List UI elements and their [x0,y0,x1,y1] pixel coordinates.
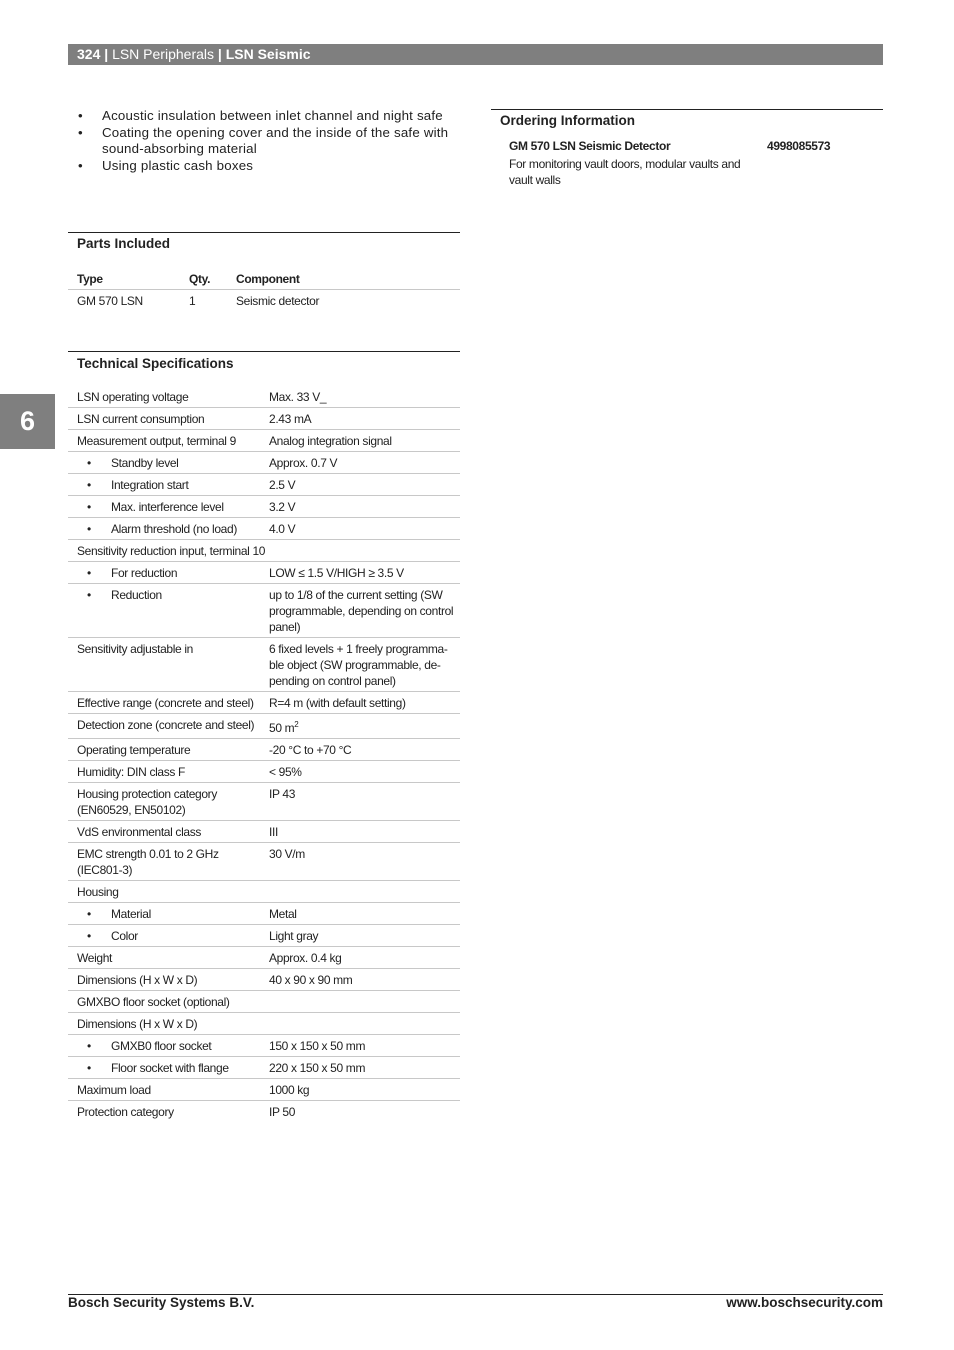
footer-company: Bosch Security Systems B.V. [68,1295,255,1310]
cell-type: GM 570 LSN [77,294,143,308]
cell-component: Seismic detector [236,294,320,308]
spec-label: Integration start [111,478,189,492]
table-row [68,1013,460,1035]
spec-label: Material [111,907,151,921]
spec-value: 2.43 mA [260,408,460,430]
bullet-item: • Acoustic insulation between inlet channel and night safe [76,108,456,125]
spec-label: Alarm threshold (no load) [111,522,237,536]
spec-value: R=4 m (with default setting) [260,692,460,714]
spec-label: Housing protection category (EN60529, EN50102) [68,783,260,821]
spec-label: Sensitivity reduction input, terminal 10 [68,540,460,562]
bullet-icon: • [87,1061,91,1075]
spec-sublabel [68,496,260,518]
table-row [68,408,460,430]
spec-value-cell [260,714,460,739]
spec-label: For reduction [111,566,178,580]
spec-value: IP 43 [260,783,460,821]
technical-specifications-title: Technical Specifications [77,356,234,371]
product-description: For monitoring vault doors, modular vaults and vault walls [509,157,741,187]
table-row [68,881,460,903]
table-row [68,969,460,991]
spec-value: Approx. 0.4 kg [260,947,460,969]
bullet-item: • Using plastic cash boxes [76,158,456,175]
spec-value: Metal [260,903,460,925]
table-row [68,496,460,518]
product-name: GM 570 LSN Seismic Detector [509,139,671,153]
page-header-bar [68,44,883,65]
bullet-item: • Coating the opening cover and the inside of the safe with sound-absorbing material [76,125,456,158]
spec-label: Dimensions (H x W x D) [68,1013,460,1035]
spec-label: Operating temperature [68,739,260,761]
spec-sublabel [68,925,260,947]
cell-qty: 1 [189,294,196,308]
table-row [68,562,460,584]
table-row [68,821,460,843]
spec-label: Humidity: DIN class F [68,761,260,783]
spec-value: Light gray [260,925,460,947]
spec-sublabel [68,584,260,638]
table-row [68,290,460,313]
spec-value: 150 x 150 x 50 mm [260,1035,460,1057]
spec-label: Reduction [111,588,162,602]
spec-value: 3.2 V [260,496,460,518]
table-row [68,903,460,925]
spec-value: 220 x 150 x 50 mm [260,1057,460,1079]
table-row [68,991,460,1013]
column-header-type: Type [68,268,180,290]
product-number: 4998085573 [767,139,831,153]
spec-sublabel [68,903,260,925]
bullet-icon: • [87,456,91,470]
spec-value: up to 1/8 of the current setting (SW programmable, depending on control panel) [260,584,460,638]
section-divider [68,232,460,233]
table-row [68,947,460,969]
spec-sublabel [68,518,260,540]
spec-label: Protection category [77,1105,174,1119]
spec-value: -20 °C to +70 °C [260,739,460,761]
parts-included-title: Parts Included [77,236,171,251]
column-header-qty: Qty. [180,268,227,290]
spec-label: Maximum load [68,1079,260,1101]
table-row [68,1057,460,1079]
spec-label: Detection zone (concrete and steel) [68,714,260,739]
bullet-icon: • [87,588,91,602]
spec-value: 30 V/m [260,843,460,881]
spec-sublabel [68,474,260,496]
table-row [68,692,460,714]
spec-label: LSN current consumption [68,408,260,430]
table-row [68,925,460,947]
bullet-icon: • [87,500,91,514]
parts-table [68,268,460,312]
spec-label: Effective range (concrete and steel) [68,692,260,714]
spec-label: Housing [68,881,460,903]
bullet-icon: • [87,566,91,580]
spec-value: IP 50 [269,1105,296,1119]
spec-value: Approx. 0.7 V [260,452,460,474]
table-row [68,843,460,881]
spec-label: LSN operating voltage [68,386,260,408]
spec-sublabel [68,1035,260,1057]
spec-value: 40 x 90 x 90 mm [260,969,460,991]
table-row [68,452,460,474]
spec-sublabel [68,562,260,584]
table-row [68,430,460,452]
table-row [68,783,460,821]
spec-value: 2.5 V [260,474,460,496]
footer-website-link[interactable]: www.boschsecurity.com [726,1295,883,1310]
header-separator: | [214,46,226,62]
spec-sublabel [68,452,260,474]
spec-label: Standby level [111,456,179,470]
table-row [68,714,460,739]
spec-value: LOW ≤ 1.5 V/HIGH ≥ 3.5 V [260,562,460,584]
table-row [68,518,460,540]
table-row [68,584,460,638]
spec-label: Sensitivity adjustable in [68,638,260,692]
table-row [68,1079,460,1101]
table-row [68,474,460,496]
spec-value: 6 fixed levels + 1 freely programma-ble object (SW programmable, de-pending on control panel) [260,638,460,692]
bullet-icon: • [87,522,91,536]
spec-value: Analog integration signal [260,430,460,452]
spec-label: Color [111,929,138,943]
spec-value: Max. 33 V_ [260,386,460,408]
bullet-icon: • [87,929,91,943]
spec-label: Dimensions (H x W x D) [68,969,260,991]
spec-value: 1000 kg [260,1079,460,1101]
spec-label: GMXB0 floor socket [111,1039,212,1053]
bullet-icon: • [87,1039,91,1053]
page-number: 324 [77,46,101,62]
spec-value-superscript: 2 [294,720,299,729]
spec-label: Weight [68,947,260,969]
bullet-icon: • [87,907,91,921]
spec-label: EMC strength 0.01 to 2 GHz (IEC801-3) [68,843,260,881]
bullet-icon: • [87,478,91,492]
header-subsection: LSN Seismic [225,46,311,62]
table-header-row [68,268,460,290]
spec-sublabel [68,1057,260,1079]
table-row [68,386,460,408]
header-separator: | [100,46,113,62]
ordering-information-title: Ordering Information [500,113,635,128]
column-header-component: Component [227,268,460,290]
spec-value: < 95% [260,761,460,783]
spec-value: III [260,821,460,843]
section-divider [68,351,460,352]
spec-value: 50 m [269,721,295,735]
spec-value: 4.0 V [260,518,460,540]
spec-label: Floor socket with flange [111,1061,229,1075]
table-row [68,739,460,761]
chapter-tab: 6 [0,394,55,449]
header-section: LSN Peripherals [112,46,214,62]
table-row [68,761,460,783]
section-divider [491,109,883,110]
spec-label: GMXBO floor socket (optional) [68,991,460,1013]
spec-label: Max. interference level [111,500,224,514]
table-row [68,540,460,562]
feature-bullet-list [76,108,456,174]
table-row [68,1101,460,1123]
spec-label: VdS environmental class [68,821,260,843]
table-row [68,638,460,692]
spec-label: Measurement output, terminal 9 [68,430,260,452]
specs-table [68,386,460,1122]
table-row [68,1035,460,1057]
